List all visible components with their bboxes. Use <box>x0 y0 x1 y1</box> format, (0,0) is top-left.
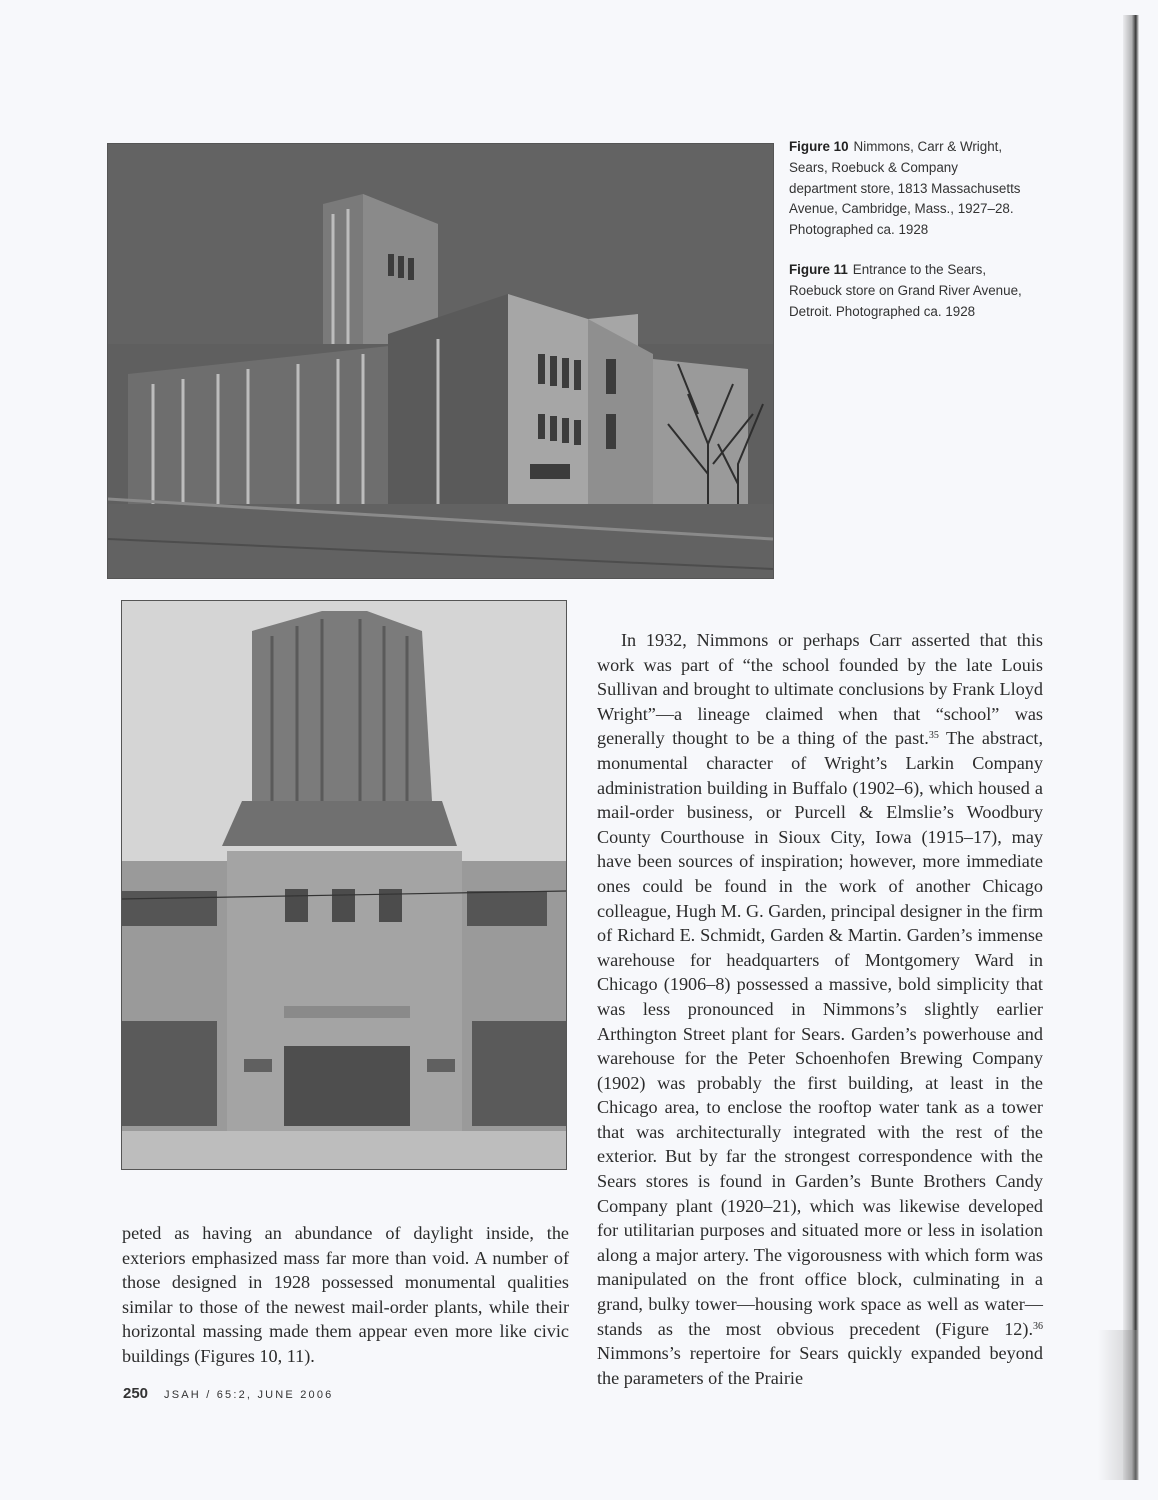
figure-10-label: Figure 10 <box>789 139 849 154</box>
body-column-left <box>122 1221 569 1369</box>
footnote-ref-36[interactable]: 36 <box>1033 1320 1043 1332</box>
right-storefront <box>472 1021 566 1126</box>
left-wing-window <box>122 891 217 926</box>
footnote-ref-35[interactable]: 35 <box>928 730 939 742</box>
plaque-left <box>244 1059 272 1072</box>
paragraph-text: In 1932, Nimmons or perhaps Carr asserted that this work was part of “the school founded by the late Louis Sullivan and brought to ultimate conclusions by Frank Lloyd Wright”—a lineage claimed when that “school” was generally thought to be a thing of the past. <box>597 630 1043 749</box>
body-paragraph: peted as having an abundance of daylight inside, the exteriors emphasized mass far more than void. A number of those designed in 1928 possessed monumental qualities similar to those of the newest mail-order plants, while their horizontal massing made them appear even more like civic buildings (Figures 10, 11). <box>122 1223 569 1366</box>
street <box>108 504 773 578</box>
figure-11-caption-text: Entrance to the Sears, Roebuck store on Grand River Avenue, Detroit. Photographed ca. 1928 <box>789 262 1022 319</box>
figure-10-photo <box>107 143 774 579</box>
figure-11-photo <box>121 600 567 1170</box>
entrance-doors <box>284 1046 410 1126</box>
plaque-right <box>427 1059 455 1072</box>
journal-citation: JSAH / 65:2, JUNE 2006 <box>164 1389 334 1401</box>
entrance-canopy <box>284 1006 410 1018</box>
tower <box>252 611 432 801</box>
figure-11-label: Figure 11 <box>789 262 848 277</box>
figure-10-caption <box>789 137 1029 241</box>
left-storefront <box>122 1021 217 1126</box>
right-wing <box>653 359 748 524</box>
page-edge-shadow <box>1123 15 1139 1480</box>
sidewalk <box>122 1131 566 1169</box>
figure-10-caption-text: Nimmons, Carr & Wright, Sears, Roebuck & Company department store, 1813 Massachusetts Avenue, Cambridge, Mass., 1927–28. Photographed ca. 1928 <box>789 139 1021 238</box>
building-photo-illustration <box>108 144 773 578</box>
page-number: 250 <box>123 1385 149 1402</box>
paragraph-text: Nimmons’s repertoire for Sears quickly expanded beyond the parameters of the Prairie <box>597 1343 1043 1388</box>
entrance-photo-illustration <box>122 601 566 1169</box>
paragraph-text: The abstract, monumental character of Wright’s Larkin Company administration building in Buffalo (1902–6), which housed a mail-order business, or Purcell & Elmslie’s Woodbury County Courthouse in Sioux City, Iowa (1915–17), may have been sources of inspiration; however, more immediate ones could be found in the work of another Chicago colleague, Hugh M. G. Garden, principal designer in the firm of Richard E. Schmidt, Garden & Martin. Garden’s immense warehouse for headquarters of Montgomery Ward in Chicago (1906–8) possessed a massive, bold simplicity that was less pronounced in Nimmons’s slightly earlier Arthington Street plant for Sears. Garden’s powerhouse and warehouse for the Peter Schoenhofen Brewing Company (1902) was probably the first building, at least in the Chicago area, to enclose the rooftop water tank as a tower that was architecturally integrated with the rest of the exterior. But by far the strongest correspondence with the Sears stores is found in Garden’s Bunte Brothers Candy Company plant (1920–21), which was likewise developed for utilitarian purposes and situated more or less in isolation along a major artery. The vigorousness with which form was manipulated on the front office block, culminating in a grand, bulky tower—housing work space as well as water—stands as the most obvious precedent (Figure 12). <box>597 728 1044 1339</box>
upper-window <box>285 889 308 922</box>
body-paragraph <box>597 628 1043 1390</box>
page-footer <box>123 1385 334 1403</box>
body-column-right <box>597 628 1043 1390</box>
tower-base <box>222 801 457 846</box>
left-wing <box>128 344 408 514</box>
page-edge-shadow-bottom <box>1098 1330 1138 1480</box>
figure-11-caption <box>789 260 1029 322</box>
upper-window <box>332 889 355 922</box>
right-wing-window <box>467 891 547 926</box>
mid-block <box>388 294 508 539</box>
